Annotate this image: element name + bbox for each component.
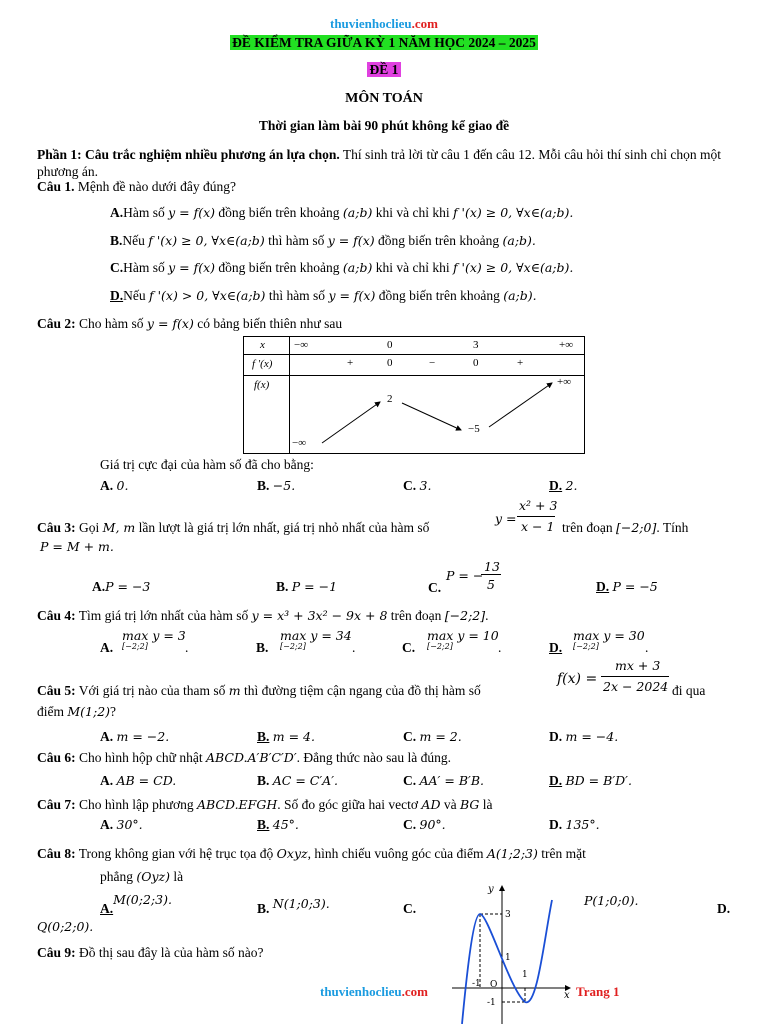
option-key: B. bbox=[257, 773, 270, 788]
q2-text: Cho hàm số bbox=[75, 316, 147, 331]
option-math: AB = CD. bbox=[116, 773, 177, 788]
option-text: Hàm số bbox=[123, 205, 169, 220]
q8-plane bbox=[100, 869, 183, 886]
q5-stem bbox=[37, 683, 481, 700]
option-math: AA′ = B′B. bbox=[419, 773, 484, 788]
fraction-bar bbox=[601, 676, 669, 677]
option-math: (a;b). bbox=[503, 288, 537, 303]
option-text: thì hàm số bbox=[264, 233, 328, 248]
option-text: đồng biến trên khoảng bbox=[374, 233, 503, 248]
option-math: m = −2. bbox=[116, 729, 170, 744]
table-f-value: +∞ bbox=[557, 376, 572, 388]
option-text: đồng biến trên khoảng bbox=[215, 260, 343, 275]
increasing-arrow bbox=[322, 402, 380, 443]
table-f-value: 2 bbox=[387, 393, 393, 405]
subject: MÔN TOÁN bbox=[345, 91, 423, 106]
site-domain: .com bbox=[411, 16, 438, 31]
q3-math: M, m bbox=[102, 520, 136, 535]
q4-text: . bbox=[485, 608, 489, 623]
option-text: Nếu bbox=[122, 233, 149, 248]
tick-label: -1 bbox=[472, 979, 481, 989]
q8-math: Oxyz bbox=[276, 846, 308, 861]
option-key: D. bbox=[549, 773, 563, 788]
option-key: B. bbox=[257, 901, 270, 916]
option-key: D. bbox=[549, 729, 563, 744]
option-key: C. bbox=[403, 729, 417, 744]
q8-text: Trong không gian với hệ trục tọa độ bbox=[75, 846, 277, 861]
part1-text: Thí sinh trả lời từ câu 1 đến câu 12. Mỗi câu hỏi thí sinh chỉ chọn một phương án. bbox=[37, 147, 722, 179]
fraction-numerator: mx + 3 bbox=[615, 658, 661, 673]
option-key: C. bbox=[403, 817, 417, 832]
q5-math: m bbox=[228, 683, 241, 698]
q5-label: Câu 5: bbox=[37, 683, 76, 698]
option-math: P = −3 bbox=[105, 579, 151, 594]
q4-math: y = x³ + 3x² − 9x + 8 bbox=[251, 608, 388, 623]
q8-option-d-key bbox=[717, 901, 730, 918]
q8-label: Câu 8: bbox=[37, 846, 76, 861]
option-key: C. bbox=[110, 260, 124, 275]
option-math: (a;b) bbox=[342, 260, 373, 275]
q3-text: trên đoạn bbox=[562, 520, 616, 535]
option-subscript: [−2;2] bbox=[122, 642, 148, 651]
option-key: A. bbox=[100, 640, 114, 655]
q3-option-a bbox=[92, 579, 150, 596]
table-arrows bbox=[244, 337, 584, 453]
q1-option-b bbox=[110, 233, 536, 250]
option-key: B. bbox=[257, 817, 270, 832]
q3-math: [−2;0] bbox=[615, 520, 657, 535]
option-key: C. bbox=[428, 580, 442, 595]
table-x-value: 3 bbox=[473, 339, 479, 351]
q1-option-a bbox=[110, 205, 573, 222]
option-math: BD = B′D′. bbox=[565, 773, 632, 788]
q5-point bbox=[37, 704, 116, 721]
q2-option-c bbox=[403, 478, 431, 495]
q7-math: AD bbox=[421, 797, 441, 812]
q5-text: Với giá trị nào của tham số bbox=[75, 683, 229, 698]
q1-stem bbox=[37, 179, 236, 196]
q2-option-d bbox=[549, 478, 577, 495]
footer-site-name: thuvienhoclieu bbox=[320, 984, 402, 999]
fraction-lhs: P = − bbox=[446, 568, 484, 583]
table-x-label: x bbox=[260, 339, 265, 351]
q7-text: là bbox=[479, 797, 493, 812]
q8-text: là bbox=[170, 869, 184, 884]
fraction-lhs: y = bbox=[495, 511, 517, 526]
q6-option-d bbox=[549, 773, 632, 790]
option-key: B. bbox=[257, 729, 270, 744]
tick-label: -1 bbox=[487, 998, 496, 1008]
q3-option-c bbox=[428, 560, 508, 596]
q7-math: BG bbox=[459, 797, 480, 812]
option-text: khi và chỉ khi bbox=[372, 205, 453, 220]
q7-option-a bbox=[100, 817, 143, 834]
q6-option-b bbox=[257, 773, 338, 790]
option-math: f '(x) ≥ 0, ∀x∈(a;b). bbox=[452, 205, 574, 220]
q4-stem bbox=[37, 608, 489, 625]
q5-option-b bbox=[257, 729, 315, 746]
exam-code: ĐỀ 1 bbox=[367, 62, 402, 77]
q1-option-d bbox=[110, 288, 537, 305]
option-text: khi và chỉ khi bbox=[372, 260, 453, 275]
option-key: D. bbox=[596, 579, 610, 594]
q8-text: trên mặt bbox=[537, 846, 586, 861]
q4-text: Tìm giá trị lớn nhất của hàm số bbox=[75, 608, 252, 623]
part1-label: Phần 1: Câu trắc nghiệm nhiều phương án lựa chọn. bbox=[37, 147, 340, 162]
q3-expression: P = M + m. bbox=[40, 539, 114, 554]
q1-option-c bbox=[110, 260, 573, 277]
table-f-label: f(x) bbox=[254, 379, 270, 391]
q7-math: ABCD.EFGH bbox=[196, 797, 278, 812]
y-axis-label: y bbox=[488, 884, 494, 895]
q7-stem bbox=[37, 797, 493, 814]
option-key: A. bbox=[100, 729, 114, 744]
q6-math: ABCD.A′B′C′D′ bbox=[205, 750, 297, 765]
tick-label: 1 bbox=[522, 970, 528, 980]
function-graph bbox=[452, 880, 582, 1024]
q3-label: Câu 3: bbox=[37, 520, 76, 535]
option-math: (a;b). bbox=[502, 233, 536, 248]
option-key: B. bbox=[276, 579, 289, 594]
table-sign: + bbox=[347, 357, 354, 369]
option-text: đồng biến trên khoảng bbox=[375, 288, 504, 303]
q8-stem bbox=[37, 846, 586, 863]
fraction-bar bbox=[517, 516, 555, 517]
table-sign: 0 bbox=[387, 357, 393, 369]
q8-option-c-value bbox=[584, 893, 638, 910]
option-math: N(1;0;3). bbox=[272, 896, 330, 911]
option-subscript: [−2;2] bbox=[427, 642, 453, 651]
option-math: P = −1 bbox=[291, 579, 338, 594]
q3-text: . Tính bbox=[656, 520, 689, 535]
option-math: M(0;2;3). bbox=[113, 892, 172, 907]
q8-math: (Oyz) bbox=[136, 869, 171, 884]
q5-math: M(1;2) bbox=[67, 704, 111, 719]
option-math: f '(x) ≥ 0, ∀x∈(a;b). bbox=[452, 260, 574, 275]
q6-option-a bbox=[100, 773, 176, 790]
q4-label: Câu 4: bbox=[37, 608, 76, 623]
table-sign: 0 bbox=[473, 357, 479, 369]
footer-site bbox=[320, 984, 428, 1000]
option-math: P = −5 bbox=[612, 579, 658, 594]
site-name: thuvienhoclieu bbox=[330, 16, 412, 31]
q8-option-d-value bbox=[37, 919, 93, 936]
q3-text: lần lượt là giá trị lớn nhất, giá trị nhỏ nhất của hàm số bbox=[135, 520, 430, 535]
q4-math: [−2;2] bbox=[444, 608, 486, 623]
q7-text: Cho hình lập phương bbox=[75, 797, 197, 812]
q7-option-b bbox=[257, 817, 299, 834]
option-key: D. bbox=[549, 478, 563, 493]
option-math: 0. bbox=[116, 478, 129, 493]
q5-option-d bbox=[549, 729, 618, 746]
q3-option-d bbox=[596, 579, 658, 596]
q2-stem bbox=[37, 316, 342, 333]
q2-option-a bbox=[100, 478, 128, 495]
origin-label: O bbox=[490, 980, 498, 990]
table-f-value: −5 bbox=[468, 423, 480, 435]
table-x-value: 0 bbox=[387, 339, 393, 351]
option-key: A. bbox=[100, 478, 114, 493]
option-math: −5. bbox=[272, 478, 296, 493]
q8-text: phẳng bbox=[100, 869, 137, 884]
tick-label: 1 bbox=[505, 953, 511, 963]
table-fprime-label: f '(x) bbox=[252, 358, 273, 370]
q2-text: có bảng biến thiên như sau bbox=[193, 316, 343, 331]
option-math: (a;b) bbox=[342, 205, 373, 220]
option-math: y = f(x) bbox=[327, 233, 375, 248]
option-text: thì hàm số bbox=[265, 288, 329, 303]
q7-option-d bbox=[549, 817, 600, 834]
q5-text: ? bbox=[110, 704, 117, 719]
option-math: f '(x) > 0, ∀x∈(a;b) bbox=[149, 288, 266, 303]
option-math: m = 2. bbox=[419, 729, 462, 744]
option-key: B. bbox=[110, 233, 123, 248]
q4-text: trên đoạn bbox=[387, 608, 445, 623]
q5-text: điểm bbox=[37, 704, 68, 719]
option-key: C. bbox=[402, 640, 416, 655]
option-key: C. bbox=[403, 773, 417, 788]
option-math: max y = 30 bbox=[573, 628, 645, 643]
q7-text: và bbox=[440, 797, 460, 812]
table-f-value: −∞ bbox=[292, 437, 307, 449]
q3-interval-text bbox=[562, 520, 688, 537]
q6-option-c bbox=[403, 773, 484, 790]
fraction-numerator: x² + 3 bbox=[519, 498, 558, 513]
q1-label: Câu 1. bbox=[37, 179, 75, 194]
fraction-lhs: f(x) = bbox=[557, 671, 598, 687]
part1-instructions bbox=[37, 147, 737, 181]
option-key: D. bbox=[717, 901, 731, 916]
increasing-arrow bbox=[489, 383, 552, 427]
table-sign: + bbox=[517, 357, 524, 369]
q8-option-b bbox=[257, 896, 330, 918]
tick-label: 3 bbox=[505, 910, 511, 920]
option-key: A. bbox=[100, 773, 114, 788]
q7-label: Câu 7: bbox=[37, 797, 76, 812]
exam-title: ĐỀ KIỂM TRA GIỮA KỲ 1 NĂM HỌC 2024 – 2025 bbox=[232, 35, 536, 50]
q6-text: . Đẳng thức nào sau là đúng. bbox=[296, 750, 451, 765]
exam-code-row bbox=[0, 62, 768, 79]
exam-title-row bbox=[0, 35, 768, 52]
q8-text: , hình chiếu vuông góc của điểm bbox=[307, 846, 487, 861]
q9-text: Đồ thị sau đây là của hàm số nào? bbox=[75, 945, 264, 960]
option-math: y = f(x) bbox=[328, 288, 376, 303]
option-math: Q(0;2;0). bbox=[37, 919, 94, 934]
q3-option-b bbox=[276, 579, 337, 596]
q2-option-b bbox=[257, 478, 295, 495]
table-sign: − bbox=[429, 357, 436, 369]
variation-table bbox=[243, 336, 585, 454]
header-site bbox=[0, 16, 768, 32]
q8-option-a bbox=[100, 892, 172, 916]
option-key: C. bbox=[403, 478, 417, 493]
q3-text: Gọi bbox=[75, 520, 103, 535]
fraction-bar bbox=[481, 574, 501, 575]
q8-math: A(1;2;3) bbox=[486, 846, 538, 861]
option-math: 30°. bbox=[116, 817, 143, 832]
option-math: max y = 34 bbox=[280, 628, 352, 643]
fraction-denominator: 5 bbox=[487, 577, 495, 592]
option-key: C. bbox=[403, 901, 417, 916]
option-key: D. bbox=[549, 640, 563, 655]
q5-text-end: đi qua bbox=[672, 683, 706, 698]
q5-option-a bbox=[100, 729, 169, 746]
option-math: m = −4. bbox=[565, 729, 619, 744]
footer-site-domain: .com bbox=[401, 984, 428, 999]
option-key: B. bbox=[256, 640, 269, 655]
option-math: P(1;0;0). bbox=[584, 893, 639, 908]
q6-label: Câu 6: bbox=[37, 750, 76, 765]
option-math: 135°. bbox=[565, 817, 600, 832]
q9-label: Câu 9: bbox=[37, 945, 76, 960]
q1-text: Mệnh đề nào dưới đây đúng? bbox=[74, 179, 236, 194]
x-axis-label: x bbox=[564, 990, 570, 1001]
time-note: Thời gian làm bài 90 phút không kể giao đề bbox=[258, 118, 510, 133]
fraction-numerator: 13 bbox=[484, 559, 500, 574]
option-key: A. bbox=[110, 205, 124, 220]
option-math: max y = 10 bbox=[427, 628, 499, 643]
q8-option-c-key bbox=[403, 901, 416, 918]
table-x-value: −∞ bbox=[294, 339, 309, 351]
q7-option-c bbox=[403, 817, 446, 834]
option-key: D. bbox=[549, 817, 563, 832]
option-key: A. bbox=[92, 579, 106, 594]
fraction-denominator: 2x − 2024 bbox=[603, 679, 669, 694]
option-key: A. bbox=[100, 901, 114, 916]
option-math: f '(x) ≥ 0, ∀x∈(a;b) bbox=[148, 233, 265, 248]
option-math: 90°. bbox=[419, 817, 446, 832]
option-math: AC = C′A′. bbox=[272, 773, 339, 788]
q5-option-c bbox=[403, 729, 462, 746]
page-number: Trang 1 bbox=[576, 984, 620, 999]
q7-text: . Số đo góc giữa hai vectơ bbox=[277, 797, 422, 812]
q2-label: Câu 2: bbox=[37, 316, 76, 331]
option-math: max y = 3 bbox=[122, 628, 186, 643]
q9-stem bbox=[37, 945, 263, 962]
option-subscript: [−2;2] bbox=[280, 642, 306, 651]
option-math: 45°. bbox=[272, 817, 299, 832]
option-key: B. bbox=[257, 478, 270, 493]
option-subscript: [−2;2] bbox=[573, 642, 599, 651]
option-math: y = f(x) bbox=[168, 260, 216, 275]
option-text: Hàm số bbox=[123, 260, 169, 275]
option-text: Nếu bbox=[123, 288, 149, 303]
q2-math: y = f(x) bbox=[146, 316, 194, 331]
option-math: 2. bbox=[565, 478, 578, 493]
fraction-denominator: x − 1 bbox=[521, 519, 555, 534]
option-math: y = f(x) bbox=[168, 205, 216, 220]
option-math: 3. bbox=[419, 478, 432, 493]
q3-stem bbox=[37, 520, 429, 537]
q6-stem bbox=[37, 750, 451, 767]
q2-prompt: Giá trị cực đại của hàm số đã cho bằng: bbox=[100, 457, 314, 472]
option-math: m = 4. bbox=[272, 729, 315, 744]
option-key: D. bbox=[110, 288, 124, 303]
option-text: đồng biến trên khoảng bbox=[215, 205, 343, 220]
q5-text: thì đường tiệm cận ngang của đồ thị hàm số bbox=[240, 683, 481, 698]
option-key: A. bbox=[100, 817, 114, 832]
decreasing-arrow bbox=[402, 403, 461, 430]
table-x-value: +∞ bbox=[559, 339, 574, 351]
q6-text: Cho hình hộp chữ nhật bbox=[75, 750, 206, 765]
